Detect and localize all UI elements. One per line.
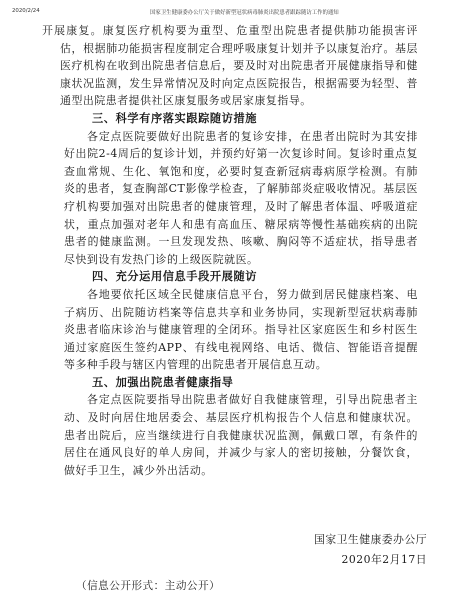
intro-continuation-paragraph: 开展康复。康复医疗机构要为重型、危重型出院患者提供肺功能损害评估，根据肺功能损害程度制定合理呼吸康复计划并予以康复治疗。基层医疗机构在收到出院患者信息后，要及时对出院患者开展健康指导和健康状况监测，发生异常情况及时向定点医院报告，根据需要为轻型、普通型出院患者提供社区康复服务或居家康复指导。 [42, 24, 418, 108]
section-heading-4: 四、充分运用信息手段开展随访 [92, 270, 258, 284]
issuer-name: 国家卫生健康委办公厅 [314, 533, 427, 546]
signature-block [314, 530, 427, 570]
header-date: 2020/2/24 [12, 8, 40, 14]
document-body [42, 22, 418, 479]
header-document-title: 国家卫生健康委办公厅关于做好新型冠状病毒肺炎出院患者跟踪随访工作的通知 [150, 10, 339, 16]
disclosure-note: （信息公开形式：主动公开） [76, 580, 221, 592]
page-header [0, 8, 457, 18]
section-paragraph-5: 各定点医院要指导出院患者做好自我健康管理，引导出院患者主动、及时向居住地居委会、基层医疗机构报告个人信息和健康状况。患者出院后，应当继续进行自我健康状况监测，佩戴口罩，有条件的居住在通风良好的单人房间，并减少与家人的密切接触，分餐饮食，做好手卫生，减少外出活动。 [64, 393, 418, 477]
section-paragraph-3: 各定点医院要做好出院患者的复诊安排，在患者出院时为其安排好出院2-4周后的复诊计划，并预约好第一次复诊时间。复诊时重点复查血常规、生化、氧饱和度，必要时复查新冠病毒病原学检测。有肺炎的患者，复查胸部CT影像学检查，了解肺部炎症吸收情况。基层医疗机构要加强对出院患者的健康管理，及时了解患者体温、呼吸道症状，重点加强对老年人和患有高血压、糖尿病等慢性基础疾病的出院患者的健康监测。一旦发现发热、咳嗽、胸闷等不适症状，指导患者尽快到设有发热门诊的上级医院就医。 [64, 129, 418, 266]
section-paragraph-4: 各地要依托区域全民健康信息平台，努力做到居民健康档案、电子病历、出院随访档案等信息共享和业务协同，实现新型冠状病毒肺炎患者临床诊治与健康管理的全闭环。指导社区家庭医生和乡村医生通过家庭医生签约APP、有线电视网络、电话、微信、智能语音提醒等多种手段与辖区内管理的出院患者开展信息互动。 [64, 287, 418, 372]
issue-date: 2020年2月17日 [341, 553, 427, 566]
section-heading-5: 五、加强出院患者健康指导 [92, 375, 234, 389]
section-heading-3: 三、科学有序落实跟踪随访措施 [92, 111, 258, 125]
